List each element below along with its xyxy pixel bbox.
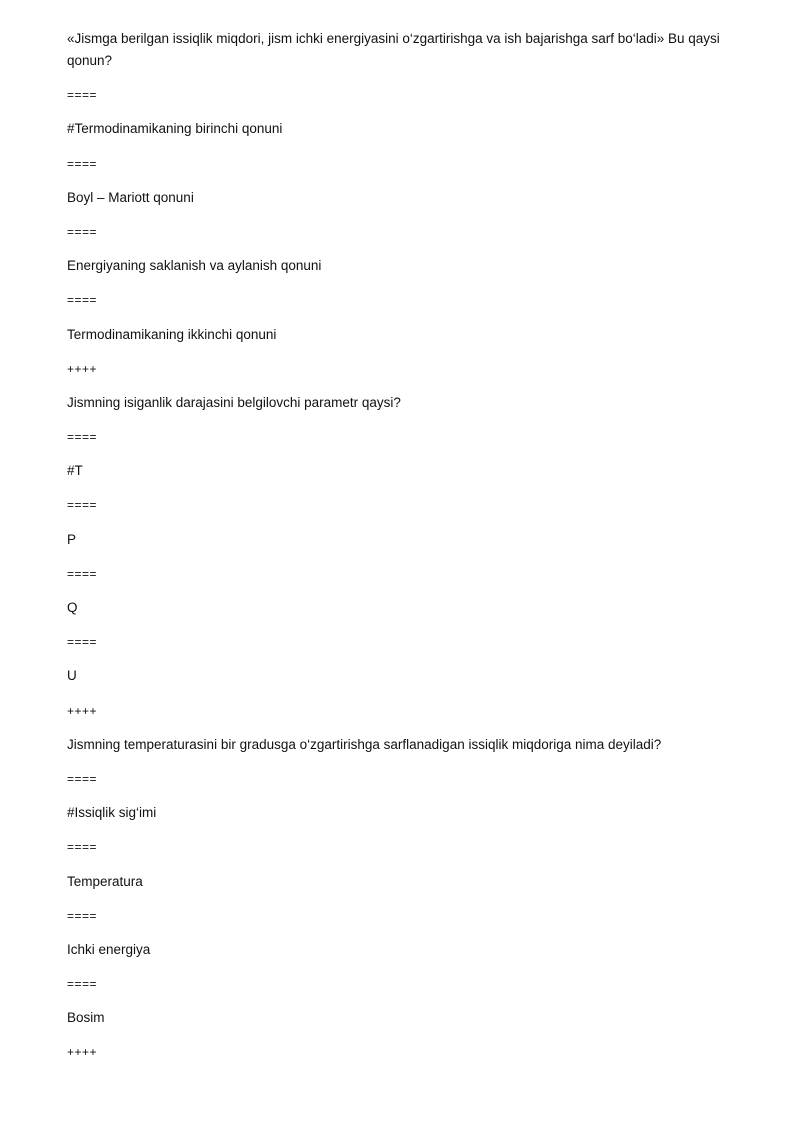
- separator: ====: [67, 771, 98, 786]
- separator: ====: [67, 88, 98, 103]
- separator: ====: [67, 498, 98, 513]
- separator: ====: [67, 156, 98, 171]
- answer-option: U: [67, 668, 77, 684]
- answer-option: Boyl – Mariott qonuni: [67, 189, 194, 205]
- separator: ====: [67, 224, 98, 239]
- separator: ====: [67, 566, 98, 581]
- question-text: «Jismga berilgan issiqlik miqdori, jism ichki energiyasini o‘zgartirishga va ish bajarishga sarf bo‘ladi» Bu qaysi qonun?: [67, 31, 720, 68]
- separator: ====: [67, 635, 98, 650]
- answer-option: P: [67, 531, 77, 547]
- answer-option: Bosim: [67, 1010, 105, 1026]
- answer-option: #Issiqlik sig‘imi: [67, 805, 157, 821]
- answer-option: Termodinamikaning ikkinchi qonuni: [67, 326, 277, 342]
- question-separator: ++++: [67, 1045, 98, 1060]
- separator: ====: [67, 293, 98, 308]
- question-text: Jismning isiganlik darajasini belgilovchi parametr qaysi?: [67, 394, 401, 410]
- question-text: Jismning temperaturasini bir gradusga o‘zgartirishga sarflanadigan issiqlik miqdoriga nima deyiladi?: [67, 736, 662, 752]
- separator: ====: [67, 977, 98, 992]
- document-page: [67, 28, 727, 1076]
- question-separator: ++++: [67, 361, 98, 376]
- answer-option: #T: [67, 463, 83, 479]
- question-separator: ++++: [67, 703, 98, 718]
- answer-option: Q: [67, 600, 78, 615]
- answer-option: Ichki energiya: [67, 941, 151, 957]
- separator: ====: [67, 840, 98, 855]
- answer-option: Temperatura: [67, 873, 143, 889]
- answer-option: Energiyaning saklanish va aylanish qonuni: [67, 258, 322, 274]
- separator: ====: [67, 908, 98, 923]
- answer-option: #Termodinamikaning birinchi qonuni: [67, 121, 283, 137]
- separator: ====: [67, 430, 98, 445]
